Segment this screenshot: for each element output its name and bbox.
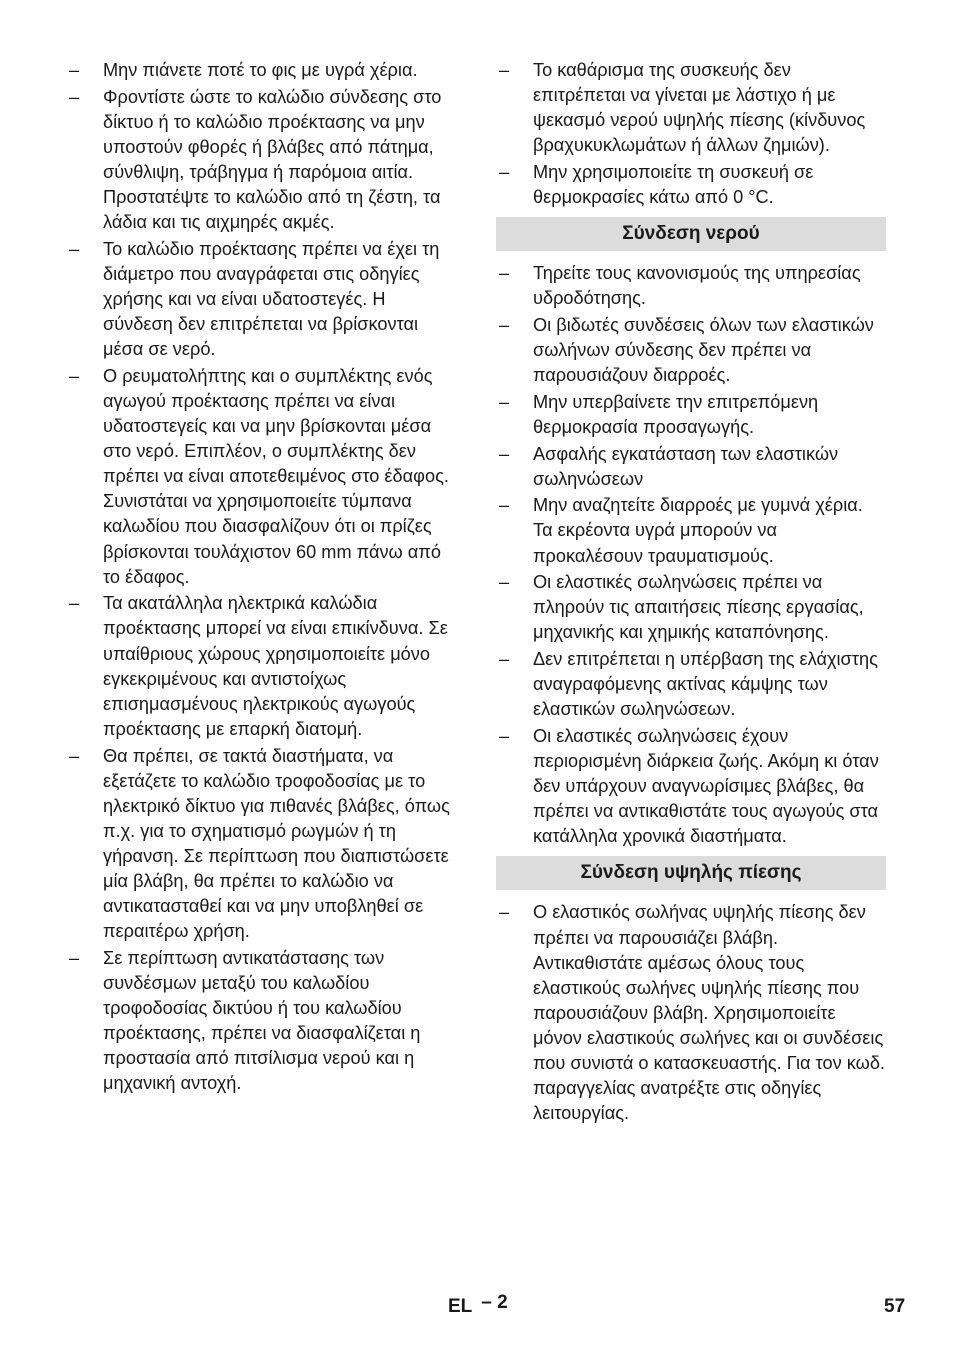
list-item: – Τηρείτε τους κανονισμούς της υπηρεσίας υδροδότησης. — [496, 261, 886, 311]
section-marker: – 2 — [481, 1292, 508, 1313]
list-item: – Ο ελαστικός σωλήνας υψηλής πίεσης δεν πρέπει να παρουσιάζει βλάβη. Αντικαθιστάτε αμέσως όλους τους ελαστικούς σωλήνες υψηλής πίεσης που παρουσιάζουν βλάβη. Χρησιμοποιείτε μόνον ελαστικούς σωλήνες και οι συνδέσεις που συνιστά ο κατασκευαστής. Για τον κωδ. παραγγελίας ανατρέξτε στις οδηγίες λειτουργίας. — [496, 900, 886, 1126]
list-item: – Μην χρησιμοποιείτε τη συσκευή σε θερμοκρασίες κάτω από 0 °C. — [496, 160, 886, 210]
left-bullet-list — [66, 58, 458, 1096]
list-item: – Το καθάρισμα της συσκευής δεν επιτρέπεται να γίνεται με λάστιχο ή με ψεκασμό νερού υψηλής πίεσης (κίνδυνος βραχυκυκλωμάτων ή άλλων ζημιών). — [496, 58, 886, 158]
left-column — [66, 58, 458, 1098]
list-item: – Θα πρέπει, σε τακτά διαστήματα, να εξετάζετε το καλώδιο τροφοδοσίας με το ηλεκτρικό δίκτυο για πιθανές βλάβες, όπως π.χ. για το σχηματισμό ρωγμών ή τη γήρανση. Σε περίπτωση που διαπιστώσετε μία βλάβη, θα πρέπει το καλώδιο να αντικατασταθεί και να μην υποβληθεί σε περαιτέρω χρήση. — [66, 744, 458, 945]
page-number: 57 — [884, 1296, 906, 1317]
language-code: EL — [448, 1296, 472, 1317]
list-item: – Οι ελαστικές σωληνώσεις έχουν περιορισμένη διάρκεια ζωής. Ακόμη κι όταν δεν υπάρχουν αναγνωρίσιμες βλάβες, θα πρέπει να αντικαθιστάτε τους αγωγούς στα κατάλληλα χρονικά διαστήματα. — [496, 724, 886, 849]
list-item: – Οι βιδωτές συνδέσεις όλων των ελαστικών σωλήνων σύνδεσης δεν πρέπει να παρουσιάζουν διαρροές. — [496, 313, 886, 388]
high-pressure-connection-heading: Σύνδεση υψηλής πίεσης — [496, 856, 886, 890]
high-pressure-connection-list — [496, 900, 886, 1126]
page-footer-language — [448, 1292, 508, 1318]
list-item: – Μην αναζητείτε διαρροές με γυμνά χέρια. Τα εκρέοντα υγρά μπορούν να προκαλέσουν τραυματισμούς. — [496, 493, 886, 568]
list-item: – Μην πιάνετε ποτέ το φις με υγρά χέρια. — [66, 58, 458, 83]
list-item: – Ασφαλής εγκατάσταση των ελαστικών σωληνώσεων — [496, 442, 886, 492]
right-column — [496, 58, 886, 1128]
right-top-bullet-list — [496, 58, 886, 210]
list-item: – Τα ακατάλληλα ηλεκτρικά καλώδια προέκτασης μπορεί να είναι επικίνδυνα. Σε υπαίθριους χώρους χρησιμοποιείτε μόνο εγκεκριμένους και αντιστοίχως επισημασμένους ηλεκτρικούς αγωγούς προέκτασης με επαρκή διατομή. — [66, 591, 458, 742]
list-item: – Δεν επιτρέπεται η υπέρβαση της ελάχιστης αναγραφόμενης ακτίνας κάμψης των ελαστικών σωληνώσεων. — [496, 647, 886, 722]
list-item: – Σε περίπτωση αντικατάστασης των συνδέσμων μεταξύ του καλωδίου τροφοδοσίας δικτύου ή του καλωδίου προέκτασης, πρέπει να διασφαλίζεται η προστασία από πιτσίλισμα νερού και η μηχανική αντοχή. — [66, 946, 458, 1097]
list-item: – Το καλώδιο προέκτασης πρέπει να έχει τη διάμετρο που αναγράφεται στις οδηγίες χρήσης και να είναι υδατοστεγές. Η σύνδεση δεν επιτρέπεται να βρίσκονται μέσα σε νερό. — [66, 237, 458, 362]
list-item: – Μην υπερβαίνετε την επιτρεπόμενη θερμοκρασία προσαγωγής. — [496, 390, 886, 440]
list-item: – Ο ρευματολήπτης και ο συμπλέκτης ενός αγωγού προέκτασης πρέπει να είναι υδατοστεγείς και να μην βρίσκονται μέσα στο νερό. Επιπλέον, ο συμπλέκτης δεν πρέπει να είναι αποτεθειμένος στο έδαφος. Συνιστάται να χρησιμοποιείτε τύμπανα καλωδίου που διασφαλίζουν ότι οι πρίζες βρίσκονται τουλάχιστον 60 mm πάνω από το έδαφος. — [66, 364, 458, 590]
list-item: – Οι ελαστικές σωληνώσεις πρέπει να πληρούν τις απαιτήσεις πίεσης εργασίας, μηχανικής και χημικής καταπόνησης. — [496, 570, 886, 645]
list-item: – Φροντίστε ώστε το καλώδιο σύνδεσης στο δίκτυο ή το καλώδιο προέκτασης να μην υποστούν φθορές ή βλάβες από πάτημα, σύνθλιψη, τράβηγμα ή παρόμοια αιτία. Προστατέψτε το καλώδιο από τη ζέστη, τα λάδια και τις αιχμηρές ακμές. — [66, 85, 458, 236]
water-connection-heading: Σύνδεση νερού — [496, 217, 886, 251]
water-connection-list — [496, 261, 886, 849]
